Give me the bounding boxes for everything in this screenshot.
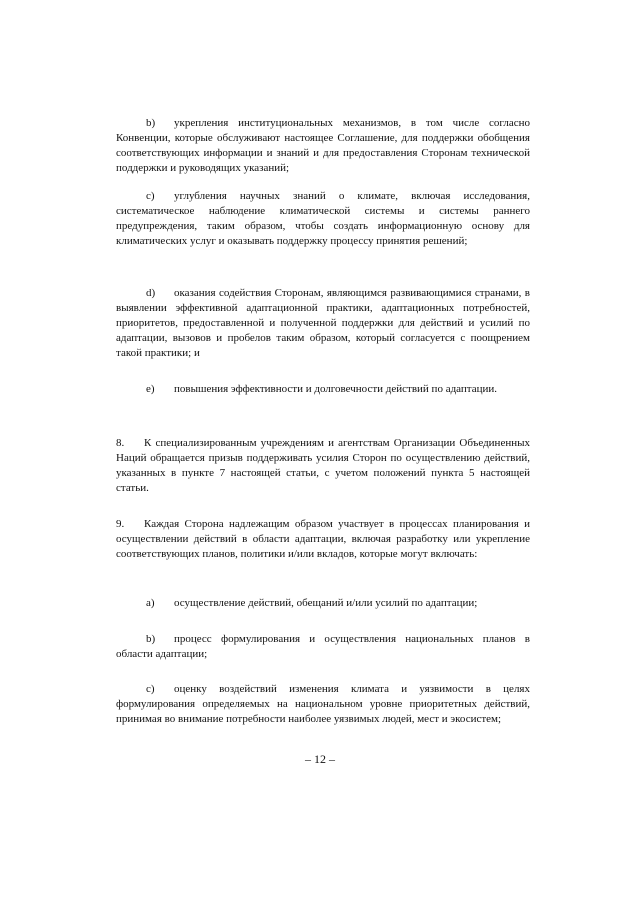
paragraph-7b: [116, 116, 530, 176]
paragraph-number: 9.: [116, 518, 125, 530]
paragraph-9a: [116, 596, 530, 611]
list-marker: b): [146, 117, 156, 129]
paragraph-text: Каждая Сторона надлежащим образом участвует в процессах планирования и осуществлении действий в области адаптации, включая разработку или укрепление соответствующих планов, политики и/или вкладов, которые могут включать:: [116, 518, 530, 560]
page-number: – 12 –: [305, 752, 335, 766]
paragraph-number: 8.: [116, 437, 125, 449]
list-marker: c): [146, 683, 155, 695]
paragraph-text: укрепления институциональных механизмов, в том числе согласно Конвенции, которые обслуживают настоящее Соглашение, для поддержки обобщения соответствующих информации и знаний и для предоставления Сторонам технической поддержки и руководящих указаний;: [116, 117, 530, 174]
paragraph-9b: [116, 632, 530, 662]
list-marker: d): [146, 287, 156, 299]
list-marker: b): [146, 633, 156, 645]
paragraph-text: процесс формулирования и осуществления национальных планов в области адаптации;: [116, 633, 530, 660]
paragraph-8: [116, 436, 530, 496]
paragraph-text: углубления научных знаний о климате, включая исследования, систематическое наблюдение климатической системы и системы раннего предупреждения, таким образом, чтобы создать информационную основу для климатических услуг и оказывать поддержку процессу принятия решений;: [116, 190, 530, 247]
list-marker: a): [146, 597, 155, 609]
paragraph-7c: [116, 189, 530, 249]
paragraph-9c: [116, 682, 530, 727]
list-marker: e): [146, 383, 155, 395]
paragraph-text: К специализированным учреждениям и агентствам Организации Объединенных Наций обращается призыв поддерживать усилия Сторон по осуществлению действий, указанных в пункте 7 настоящей статьи, с учетом положений пункта 5 настоящей статьи.: [116, 437, 530, 494]
paragraph-text: повышения эффективности и долговечности действий по адаптации.: [174, 383, 498, 395]
paragraph-text: оценку воздействий изменения климата и уязвимости в целях формулирования определяемых на национальном уровне приоритетных действий, принимая во внимание потребности наиболее уязвимых людей, мест и экосистем;: [116, 683, 530, 725]
paragraph-9: [116, 517, 530, 562]
paragraph-text: оказания содействия Сторонам, являющимся развивающимися странами, в выявлении эффективной адаптационной практики, адаптационных потребностей, приоритетов, предоставленной и полученной поддержки для действий и усилий по адаптации, вызовов и пробелов таким образом, который согласуется с поощрением такой практики; и: [116, 287, 530, 359]
paragraph-text: осуществление действий, обещаний и/или усилий по адаптации;: [174, 597, 478, 609]
list-marker: c): [146, 190, 155, 202]
paragraph-7d: [116, 286, 530, 361]
paragraph-7e: [116, 382, 530, 397]
